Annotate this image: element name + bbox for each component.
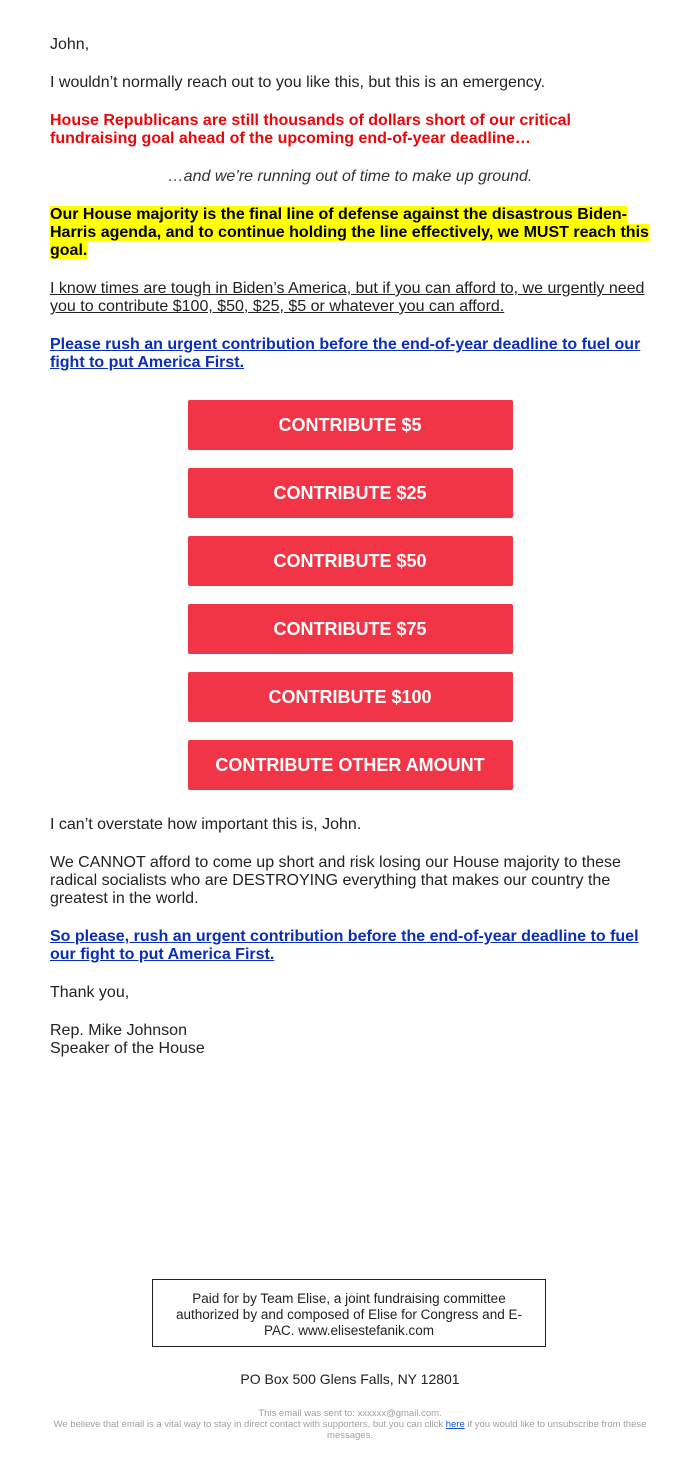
underlined-ask: I know times are tough in Biden’s America, but if you can afford to, we urgently need you to contribute $100, $50, $25, $5 or whatever you can afford. bbox=[50, 280, 645, 315]
overstate-text: I can’t overstate how important this is, John. bbox=[50, 816, 362, 833]
unsubscribe-text bbox=[50, 1419, 650, 1441]
contribute-other-button[interactable]: CONTRIBUTE OTHER AMOUNT bbox=[188, 740, 513, 790]
contribute-75-button[interactable]: CONTRIBUTE $75 bbox=[188, 604, 513, 654]
cannot-afford-text: We CANNOT afford to come up short and risk losing our House majority to these radical socialists who are DESTROYING everything that makes our country the greatest in the world. bbox=[50, 854, 621, 907]
contribute-5-button[interactable]: CONTRIBUTE $5 bbox=[188, 400, 513, 450]
intro-text: I wouldn’t normally reach out to you like this, but this is an emergency. bbox=[50, 74, 546, 91]
highlighted-text: Our House majority is the final line of defense against the disastrous Biden-Harris agenda, and to continue holding the line effectively, we MUST reach this goal. bbox=[50, 206, 649, 259]
email-body bbox=[50, 36, 650, 1058]
contribute-button-group bbox=[50, 400, 650, 790]
thanks-text: Thank you, bbox=[50, 984, 130, 1001]
mailing-address: PO Box 500 Glens Falls, NY 12801 bbox=[240, 1371, 460, 1387]
contribution-link-top[interactable]: Please rush an urgent contribution before the end-of-year deadline to fuel our fight to put America First. bbox=[50, 336, 641, 371]
greeting: John, bbox=[50, 36, 90, 53]
sent-to-text: This email was sent to: xxxxxx@gmail.com. bbox=[258, 1408, 442, 1419]
fine-print bbox=[50, 1408, 650, 1441]
paid-for-disclaimer: Paid for by Team Elise, a joint fundraising committee authorized by and composed of Elise for Congress and E-PAC. www.elisestefanik.com bbox=[152, 1279, 546, 1347]
unsubscribe-link[interactable]: here bbox=[445, 1419, 465, 1430]
contribute-100-button[interactable]: CONTRIBUTE $100 bbox=[188, 672, 513, 722]
contribute-50-button[interactable]: CONTRIBUTE $50 bbox=[188, 536, 513, 586]
red-alert-text: House Republicans are still thousands of dollars short of our critical fundraising goal ahead of the upcoming end-of-year deadline… bbox=[50, 112, 571, 147]
unsubscribe-after: if you would like to unsubscribe from these messages. bbox=[327, 1419, 647, 1441]
contribution-link-bottom[interactable]: So please, rush an urgent contribution before the end-of-year deadline to fuel our fight to put America First. bbox=[50, 928, 639, 963]
unsubscribe-before: We believe that email is a vital way to stay in direct contact with supporters, but you can click bbox=[53, 1419, 446, 1430]
signature-title: Speaker of the House bbox=[50, 1040, 205, 1057]
contribute-25-button[interactable]: CONTRIBUTE $25 bbox=[188, 468, 513, 518]
signature-name: Rep. Mike Johnson bbox=[50, 1022, 187, 1039]
highlight-paragraph bbox=[50, 206, 650, 260]
italic-line: …and we’re running out of time to make up ground. bbox=[167, 168, 533, 185]
